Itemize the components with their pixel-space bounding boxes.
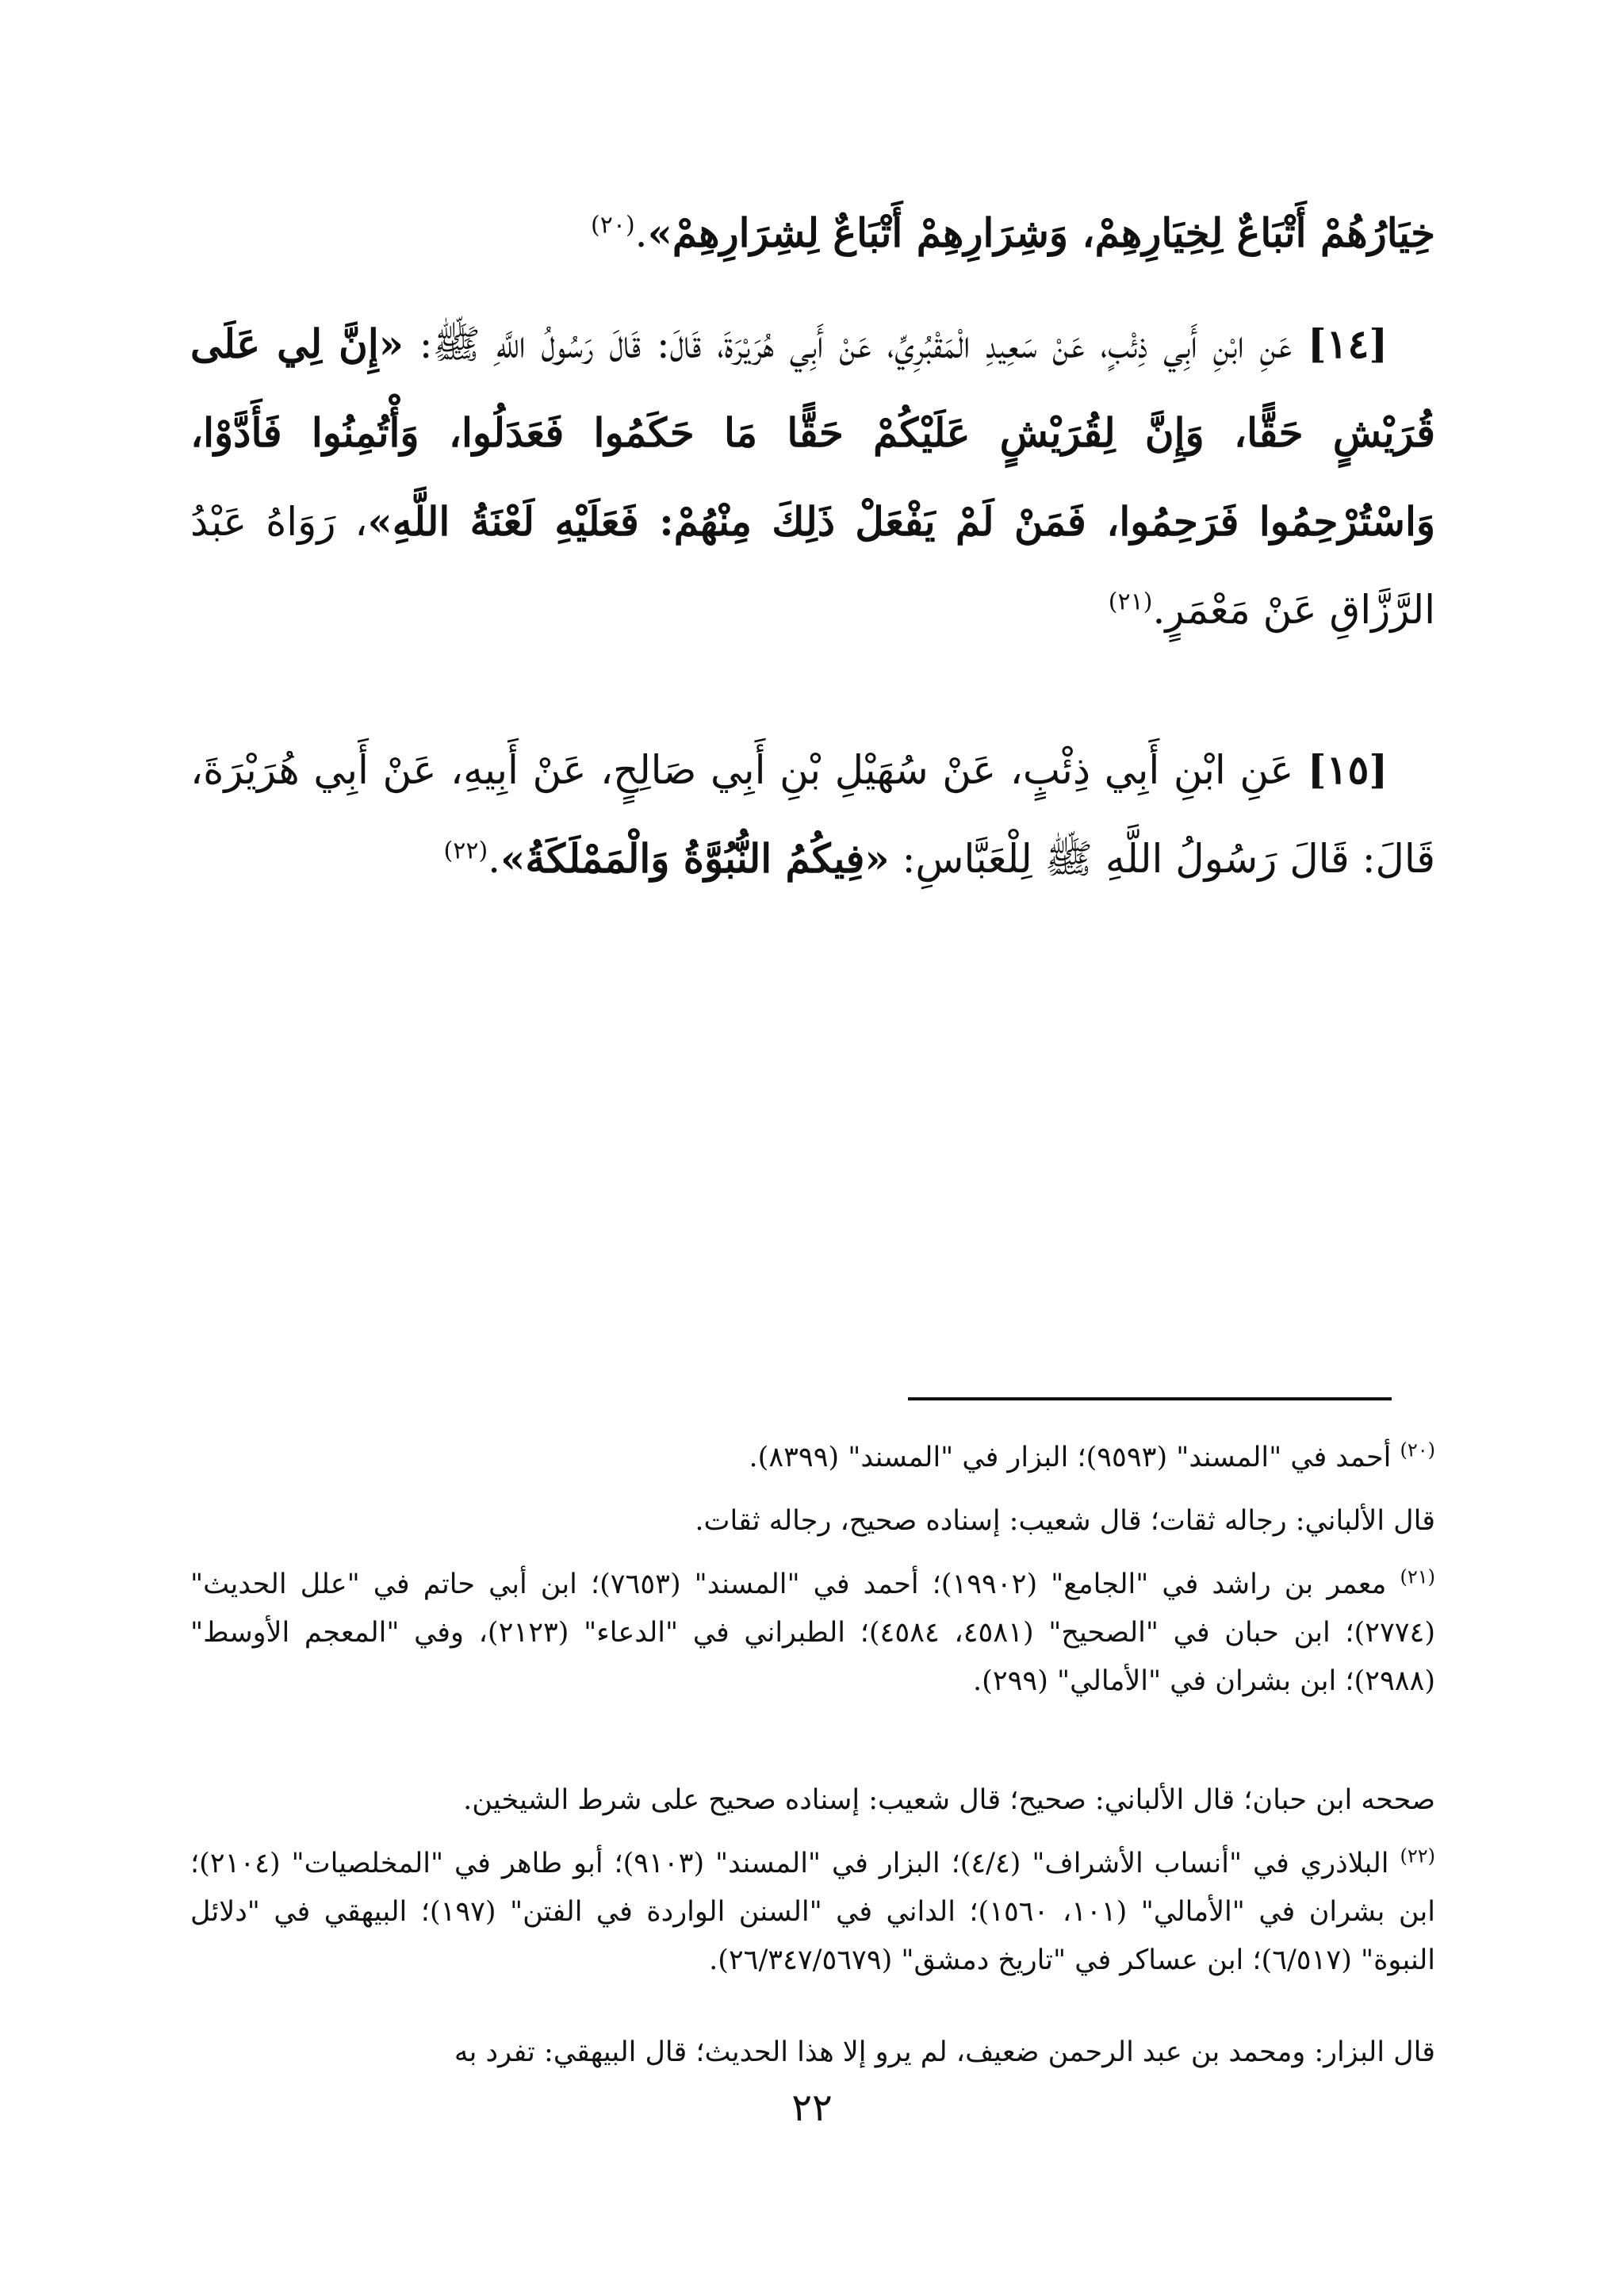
hadith-number: [١٤]	[1307, 320, 1388, 367]
footnote-separator	[908, 1397, 1392, 1400]
hadith-15	[190, 726, 1435, 903]
footnote-22	[190, 1840, 1435, 1985]
hadith-lead: رَسُولُ اللَّهِ ﷺ:	[419, 321, 594, 367]
footnote-marker: (٢١)	[1400, 1565, 1435, 1588]
hadith-matn: «فِيكُمُ النُّبُوَّةُ وَالْمَمْلَكَةُ»	[500, 835, 890, 882]
footnote-text: أحمد في "المسند" (٩٥٩٣)؛ البزار في "المسند" (٨٣٩٩).	[749, 1442, 1392, 1473]
hadith-tail: .	[488, 836, 501, 882]
hadith-lead: هُرَيْرَةَ، قَالَ: قَالَ رَسُولُ اللَّهِ ﷺ لِلْعَبَّاسِ:	[190, 747, 1435, 882]
continuation-line	[190, 189, 1435, 278]
footnote-marker: (٢٢)	[1400, 1845, 1435, 1868]
footnote-ref: (٢٠)	[591, 211, 635, 239]
footnote-text: معمر بن راشد في "الجامع" (١٩٩٠٢)؛ أحمد في "المسند" (٧٦٥٣)؛ ابن أبي حاتم في "علل الحديث" (٢٧٧٤)؛ ابن حبان في "الصحيح" (٤٥٨١، ٤٥٨٤)؛ الطبراني في "الدعاء" (٢١٢٣)، وفي "المعجم الأوسط" (٢٩٨٨)؛ ابن بشران في "الأمالي" (٢٩٩).	[190, 1569, 1436, 1697]
hadith-isnad: عَنِ ابْنِ أَبِي ذِئْبٍ، عَنْ سُهَيْلِ بْنِ أَبِي صَالِحٍ، عَنْ أَبِيهِ، عَنْ أَبِي	[313, 747, 1294, 793]
hadith-tail: ، رَوَاهُ عَبْدُ الرَّزَّاقِ عَنْ مَعْمَرٍ.	[190, 499, 1435, 633]
hadith-text-end: .	[634, 210, 648, 256]
hadith-matn: «إِنَّ لِي عَلَى قُرَيْشٍ حَقًّا، وَإِنَّ لِقُرَيْشٍ عَلَيْكُمْ حَقًّا مَا حَكَمُوا فَعَدَلُوا، وَأْتُمِنُوا فَأَدَّوْا، وَاسْتُرْحِمُوا فَرَحِمُوا، فَمَنْ لَمْ يَفْعَلْ ذَلِكَ مِنْهُمْ: فَعَلَيْهِ لَعْنَةُ اللَّهِ»	[190, 320, 1435, 545]
hadith-number: [١٥]	[1307, 746, 1388, 793]
page-number: ٢٢	[791, 2086, 833, 2130]
footnote-marker: (٢٠)	[1400, 1439, 1435, 1462]
hadith-text-bold: خِيَارُهُمْ أَتْبَاعٌ لِخِيَارِهِمْ، وَشِرَارِهِمْ أَتْبَاعٌ لِشِرَارِهِمْ»	[647, 209, 1435, 256]
footnote-ref: (٢٢)	[443, 837, 488, 865]
footnote-21	[190, 1561, 1435, 1706]
footnote-text: البلاذري في "أنساب الأشراف" (٤/٤)؛ البزار في "المسند" (٩١٠٣)؛ أبو طاهر في "المخلصيات" (٢١٠٤)؛ ابن بشران في "الأمالي" (١٠١، ١٥٦٠)؛ الداني في "السنن الواردة في الفتن" (١٩٧)؛ البيهقي في "دلائل النبوة" (٦/٥١٧)؛ ابن عساكر في "تاريخ دمشق" (٢٦/٣٤٧/٥٦٧٩).	[190, 1848, 1435, 1976]
footnote-ref: (٢١)	[1108, 588, 1153, 616]
footnote-20	[190, 1434, 1435, 1482]
hadith-isnad: عَنِ ابْنِ أَبِي ذِئْبٍ، عَنْ سَعِيدِ الْمَقْبُرِيِّ، عَنْ أَبِي هُرَيْرَةَ، قَالَ: قَالَ	[609, 321, 1293, 367]
footnote-note: قال الألباني: رجاله ثقات؛ قال شعيب: إسناده صحيح، رجاله ثقات.	[695, 1505, 1435, 1537]
hadith-14	[190, 300, 1435, 654]
footnote-20-note	[190, 1497, 1435, 1546]
footnote-note: قال البزار: ومحمد بن عبد الرحمن ضعيف، لم يرو إلا هذا الحديث؛ قال البيهقي: تفرد به	[454, 2036, 1435, 2068]
footnote-21-note	[190, 1776, 1435, 1825]
footnote-22-note	[190, 2029, 1435, 2077]
footnote-note: صححه ابن حبان؛ قال الألباني: صحيح؛ قال شعيب: إسناده صحيح على شرط الشيخين.	[463, 1784, 1435, 1816]
